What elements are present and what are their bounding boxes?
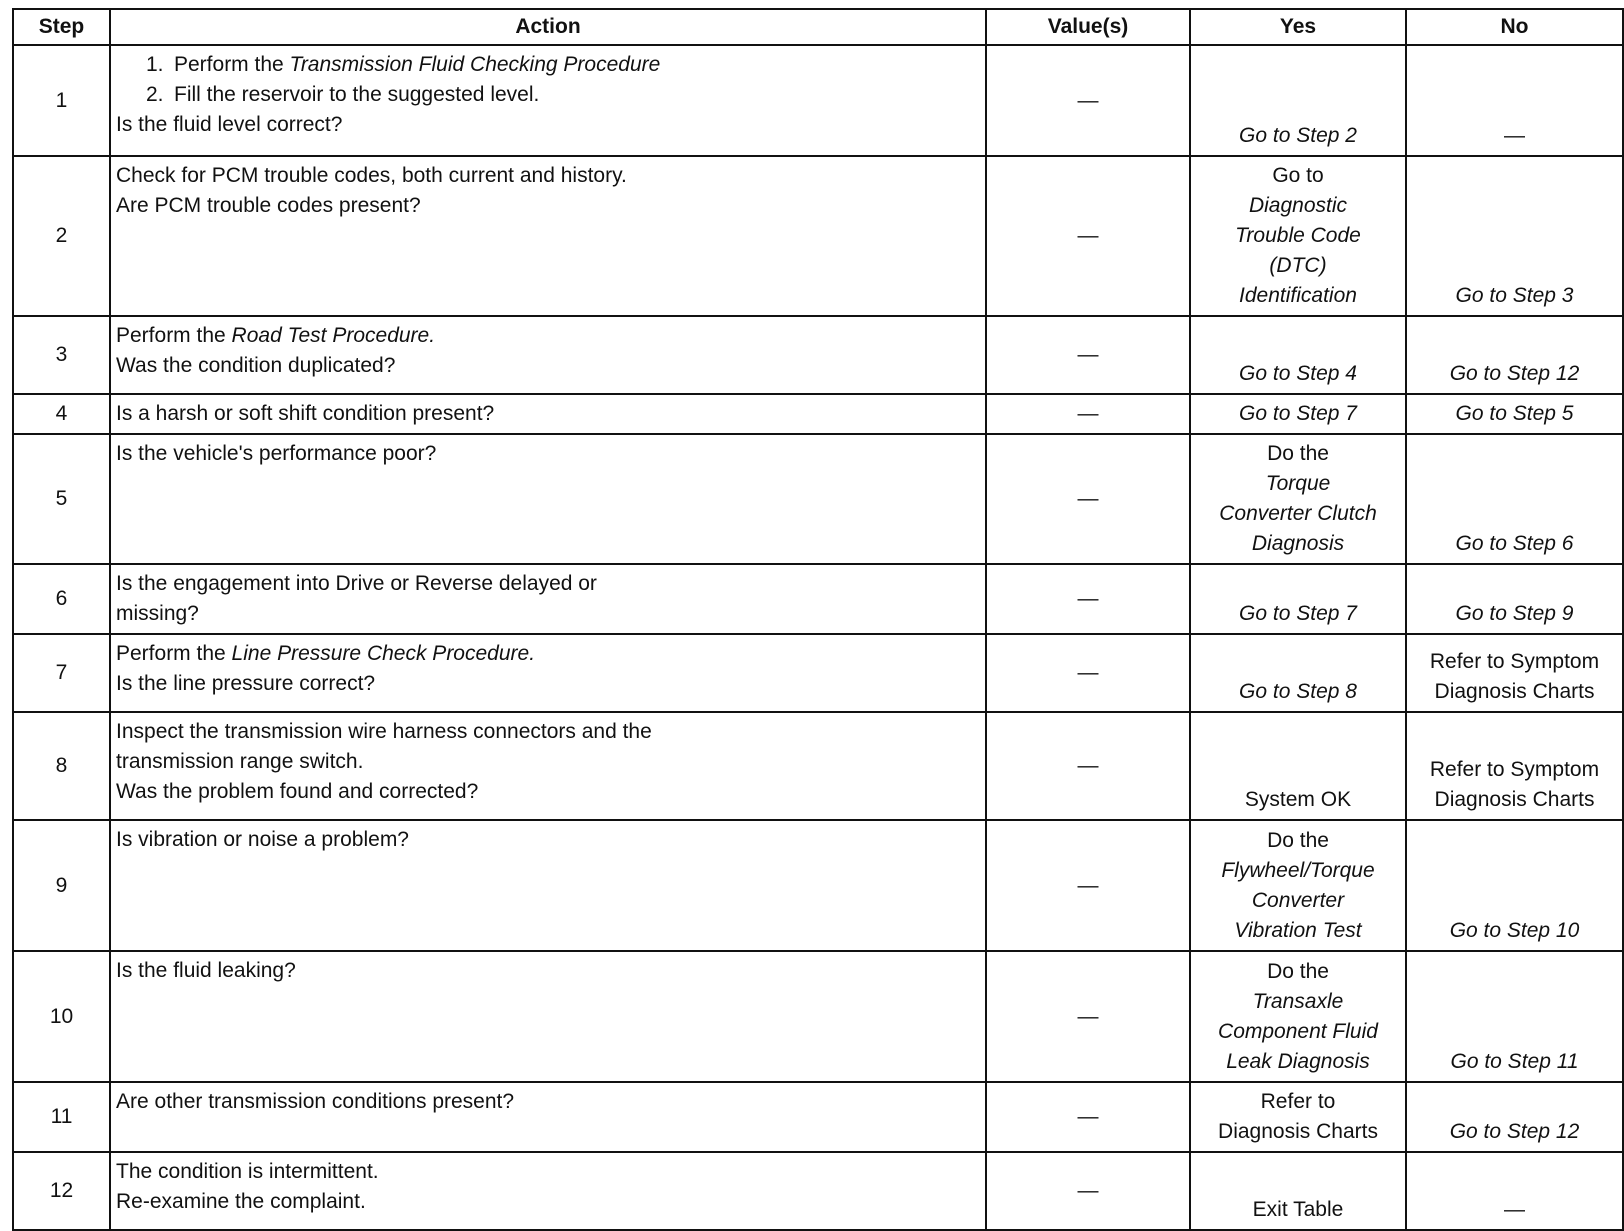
- yes-cell: Refer to Diagnosis Charts: [1190, 1082, 1406, 1152]
- yes-cell: Do the Flywheel/Torque Converter Vibration Test: [1190, 820, 1406, 951]
- step-number: 1: [13, 45, 110, 156]
- no-cell: —: [1406, 45, 1623, 156]
- no-cell: Refer to Symptom Diagnosis Charts: [1406, 712, 1623, 820]
- action-cell: The condition is intermittent. Re-examine the complaint.: [110, 1152, 986, 1230]
- step-number: 8: [13, 712, 110, 820]
- value-cell: —: [986, 434, 1190, 564]
- table-row: [13, 316, 1623, 394]
- table-row: [13, 712, 1623, 820]
- table-row: [13, 634, 1623, 712]
- value-cell: —: [986, 1152, 1190, 1230]
- yes-cell: Do the Torque Converter Clutch Diagnosis: [1190, 434, 1406, 564]
- value-cell: —: [986, 45, 1190, 156]
- action-list-item: 2. Fill the reservoir to the suggested level.: [146, 83, 540, 106]
- step-number: 5: [13, 434, 110, 564]
- table-row: [13, 156, 1623, 316]
- no-cell: Go to Step 12: [1406, 1082, 1623, 1152]
- step-number: 2: [13, 156, 110, 316]
- value-cell: —: [986, 1082, 1190, 1152]
- header-value: Value(s): [986, 9, 1190, 45]
- step-number: 9: [13, 820, 110, 951]
- header-step: Step: [13, 9, 110, 45]
- action-cell: Check for PCM trouble codes, both current and history. Are PCM trouble codes present?: [110, 156, 986, 316]
- action-cell: Perform the Line Pressure Check Procedure. Is the line pressure correct?: [110, 634, 986, 712]
- value-cell: —: [986, 394, 1190, 434]
- step-number: 11: [13, 1082, 110, 1152]
- value-cell: —: [986, 951, 1190, 1082]
- no-cell: Go to Step 10: [1406, 820, 1623, 951]
- action-cell: Inspect the transmission wire harness connectors and the transmission range switch. Was the problem found and corrected?: [110, 712, 986, 820]
- step-number: 4: [13, 394, 110, 434]
- yes-cell: Go to Diagnostic Trouble Code (DTC) Identification: [1190, 156, 1406, 316]
- header-action: Action: [110, 9, 986, 45]
- yes-cell: Do the Transaxle Component Fluid Leak Diagnosis: [1190, 951, 1406, 1082]
- value-cell: —: [986, 156, 1190, 316]
- no-cell: —: [1406, 1152, 1623, 1230]
- table-row: [13, 951, 1623, 1082]
- action-cell: Is the fluid leaking?: [110, 951, 986, 1082]
- yes-cell: Go to Step 2: [1190, 45, 1406, 156]
- table-row: [13, 45, 1623, 156]
- no-cell: Go to Step 3: [1406, 156, 1623, 316]
- value-cell: —: [986, 712, 1190, 820]
- no-cell: Go to Step 9: [1406, 564, 1623, 634]
- no-cell: Go to Step 6: [1406, 434, 1623, 564]
- value-cell: —: [986, 634, 1190, 712]
- step-number: 6: [13, 564, 110, 634]
- step-number: 12: [13, 1152, 110, 1230]
- step-number: 7: [13, 634, 110, 712]
- step-number: 10: [13, 951, 110, 1082]
- action-cell: Perform the Road Test Procedure. Was the condition duplicated?: [110, 316, 986, 394]
- no-cell: Go to Step 11: [1406, 951, 1623, 1082]
- action-cell: Is vibration or noise a problem?: [110, 820, 986, 951]
- action-cell: Are other transmission conditions present?: [110, 1082, 986, 1152]
- value-cell: —: [986, 564, 1190, 634]
- action-cell: Is a harsh or soft shift condition present?: [110, 394, 986, 434]
- table-row: [13, 394, 1623, 434]
- table-row: [13, 434, 1623, 564]
- no-cell: Go to Step 5: [1406, 394, 1623, 434]
- header-row: [13, 9, 1623, 45]
- table-row: [13, 820, 1623, 951]
- header-no: No: [1406, 9, 1623, 45]
- yes-cell: Exit Table: [1190, 1152, 1406, 1230]
- diagnostic-table: [12, 8, 1624, 1231]
- yes-cell: Go to Step 7: [1190, 564, 1406, 634]
- no-cell: Go to Step 12: [1406, 316, 1623, 394]
- action-cell: Is the vehicle's performance poor?: [110, 434, 986, 564]
- yes-cell: Go to Step 7: [1190, 394, 1406, 434]
- table-row: [13, 1082, 1623, 1152]
- step-number: 3: [13, 316, 110, 394]
- action-list-item: 1. Perform the Transmission Fluid Checking Procedure: [146, 53, 661, 76]
- no-cell: Refer to Symptom Diagnosis Charts: [1406, 634, 1623, 712]
- action-question: Is the fluid level correct?: [116, 113, 343, 136]
- yes-cell: System OK: [1190, 712, 1406, 820]
- table-row: [13, 564, 1623, 634]
- yes-cell: Go to Step 8: [1190, 634, 1406, 712]
- yes-cell: Go to Step 4: [1190, 316, 1406, 394]
- table-row: [13, 1152, 1623, 1230]
- value-cell: —: [986, 316, 1190, 394]
- header-yes: Yes: [1190, 9, 1406, 45]
- action-cell: [110, 45, 986, 156]
- value-cell: —: [986, 820, 1190, 951]
- action-cell: Is the engagement into Drive or Reverse delayed or missing?: [110, 564, 986, 634]
